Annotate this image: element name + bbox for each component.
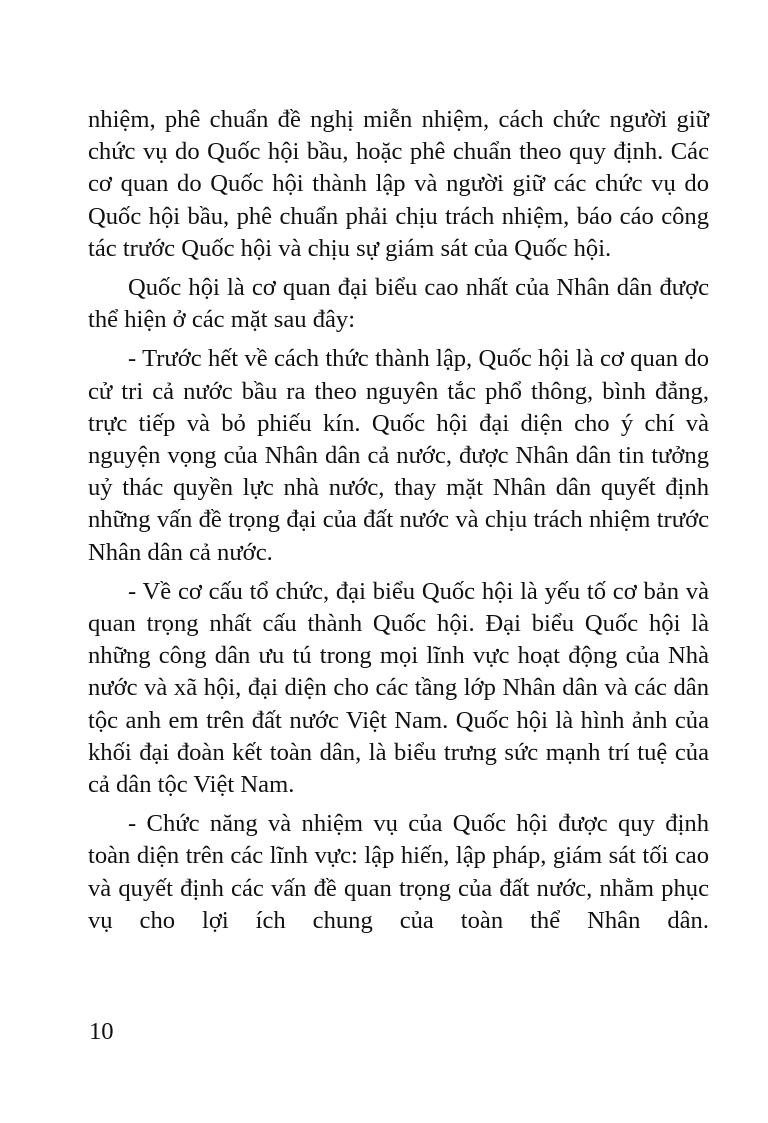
paragraph-structure: - Về cơ cấu tổ chức, đại biểu Quốc hội là yếu tố cơ bản và quan trọng nhất cấu thành Quốc hội. Đại biểu Quốc hội là những công dân ưu tú trong mọi lĩnh vực hoạt động của Nhà nước và xã hội, đại diện cho các tầng lớp Nhân dân và các dân tộc anh em trên đất nước Việt Nam. Quốc hội là hình ảnh của khối đại đoàn kết toàn dân, là biểu trưng sức mạnh trí tuệ của cả dân tộc Việt Nam. — [88, 577, 709, 799]
page-body — [88, 104, 709, 937]
page-number: 10 — [89, 1018, 114, 1045]
paragraph-continuation: nhiệm, phê chuẩn đề nghị miễn nhiệm, cách chức người giữ chức vụ do Quốc hội bầu, hoặc phê chuẩn theo quy định. Các cơ quan do Quốc hội thành lập và người giữ các chức vụ do Quốc hội bầu, phê chuẩn phải chịu trách nhiệm, báo cáo công tác trước Quốc hội và chịu sự giám sát của Quốc hội. — [88, 106, 709, 262]
paragraph-intro: Quốc hội là cơ quan đại biểu cao nhất của Nhân dân được thể hiện ở các mặt sau đây: — [88, 274, 709, 334]
paragraph-functions: - Chức năng và nhiệm vụ của Quốc hội được quy định toàn diện trên các lĩnh vực: lập hiến, lập pháp, giám sát tối cao và quyết định các vấn đề quan trọng của đất nước, nhằm phục vụ cho lợi ích chung của toàn thể Nhân dân. — [88, 810, 709, 934]
paragraph-formation: - Trước hết về cách thức thành lập, Quốc hội là cơ quan do cử tri cả nước bầu ra theo nguyên tắc phổ thông, bình đẳng, trực tiếp và bỏ phiếu kín. Quốc hội đại diện cho ý chí và nguyện vọng của Nhân dân cả nước, được Nhân dân tin tưởng uỷ thác quyền lực nhà nước, thay mặt Nhân dân quyết định những vấn đề trọng đại của đất nước và chịu trách nhiệm trước Nhân dân cả nước. — [88, 345, 709, 566]
